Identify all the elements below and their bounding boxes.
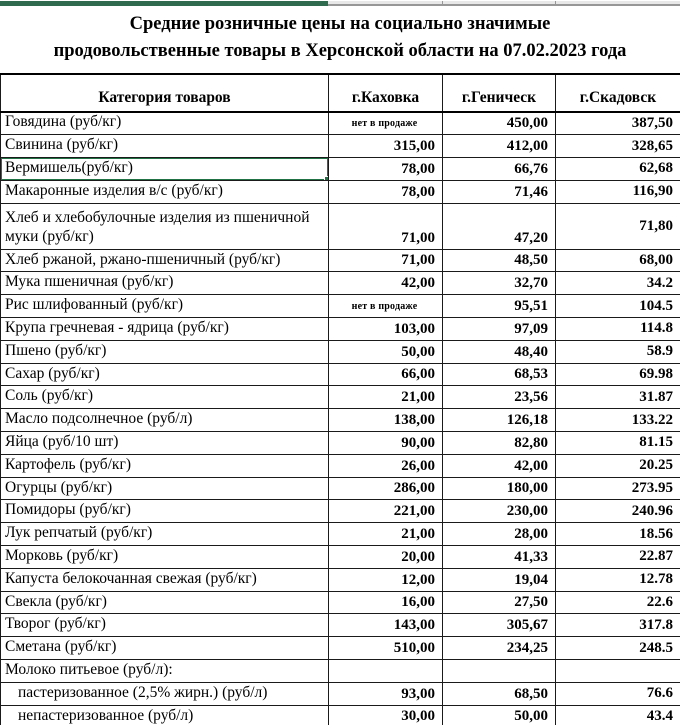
- price-cell[interactable]: 62,68: [556, 158, 680, 181]
- table-row: [1, 660, 680, 683]
- price-cell[interactable]: 248.5: [556, 637, 680, 660]
- price-cell[interactable]: 387,50: [556, 112, 680, 135]
- category-cell[interactable]: Помидоры (руб/кг): [1, 500, 329, 523]
- price-cell[interactable]: 50,00: [443, 705, 556, 725]
- table-row: [1, 591, 680, 614]
- price-cell[interactable]: 126,18: [443, 409, 556, 432]
- category-cell[interactable]: пастеризованное (2,5% жирн.) (руб/л): [1, 682, 329, 705]
- price-cell[interactable]: 133.22: [556, 409, 680, 432]
- price-cell[interactable]: 71,00: [329, 249, 443, 272]
- price-cell[interactable]: 82,80: [443, 432, 556, 455]
- title-line-2: продовольственные товары в Херсонской области на 07.02.2023 года: [53, 41, 627, 61]
- page-title: [0, 11, 680, 65]
- price-cell[interactable]: 20.25: [556, 454, 680, 477]
- price-cell[interactable]: 305,67: [443, 614, 556, 637]
- price-cell[interactable]: 48,50: [443, 249, 556, 272]
- price-cell[interactable]: 114.8: [556, 318, 680, 341]
- table-row: [1, 409, 680, 432]
- category-cell[interactable]: непастеризованное (руб/л): [1, 705, 329, 725]
- table-row: [1, 546, 680, 569]
- category-cell[interactable]: Сахар (руб/кг): [1, 363, 329, 386]
- price-cell[interactable]: 30,00: [329, 705, 443, 725]
- header-skadovsk[interactable]: г.Скадовск: [556, 74, 680, 112]
- price-cell[interactable]: 71,00: [329, 203, 443, 249]
- price-cell[interactable]: нет в продаже: [329, 112, 443, 135]
- category-cell[interactable]: Морковь (руб/кг): [1, 546, 329, 569]
- table-row: [1, 477, 680, 500]
- price-cell[interactable]: 58.9: [556, 340, 680, 363]
- price-cell[interactable]: 93,00: [329, 682, 443, 705]
- table-row: [1, 500, 680, 523]
- price-cell[interactable]: 42,00: [443, 454, 556, 477]
- price-cell[interactable]: нет в продаже: [329, 295, 443, 318]
- price-cell[interactable]: 21,00: [329, 523, 443, 546]
- price-cell[interactable]: 43.4: [556, 705, 680, 725]
- price-cell[interactable]: 68,00: [556, 249, 680, 272]
- table-row: [1, 432, 680, 455]
- price-cell[interactable]: 234,25: [443, 637, 556, 660]
- header-kakhovka[interactable]: г.Каховка: [329, 74, 443, 112]
- table-row: [1, 682, 680, 705]
- table-row: [1, 386, 680, 409]
- table-row: [1, 454, 680, 477]
- category-cell[interactable]: Яйца (руб/10 шт): [1, 432, 329, 455]
- price-cell[interactable]: 116,90: [556, 180, 680, 203]
- header-genichesk[interactable]: г.Геническ: [443, 74, 556, 112]
- price-cell[interactable]: 16,00: [329, 591, 443, 614]
- price-cell[interactable]: 69.98: [556, 363, 680, 386]
- table-row: [1, 203, 680, 249]
- table-row: [1, 249, 680, 272]
- price-cell[interactable]: 95,51: [443, 295, 556, 318]
- price-cell[interactable]: 240.96: [556, 500, 680, 523]
- price-cell[interactable]: 19,04: [443, 568, 556, 591]
- price-table: [0, 73, 680, 725]
- price-cell[interactable]: 22.87: [556, 546, 680, 569]
- column-a-header-highlight[interactable]: [0, 1, 328, 6]
- price-table-body: [1, 112, 680, 725]
- category-cell[interactable]: Говядина (руб/кг): [1, 112, 329, 135]
- price-cell[interactable]: 180,00: [443, 477, 556, 500]
- price-cell[interactable]: 22.6: [556, 591, 680, 614]
- table-row: [1, 568, 680, 591]
- category-cell-selected[interactable]: Вермишель(руб/кг): [1, 158, 329, 181]
- category-cell[interactable]: Макаронные изделия в/с (руб/кг): [1, 180, 329, 203]
- price-cell[interactable]: 48,40: [443, 340, 556, 363]
- category-cell[interactable]: Огурцы (руб/кг): [1, 477, 329, 500]
- price-cell[interactable]: 42,00: [329, 272, 443, 295]
- table-row: [1, 705, 680, 725]
- table-row: [1, 158, 680, 181]
- price-cell[interactable]: [443, 660, 556, 683]
- header-category[interactable]: Категория товаров: [1, 74, 329, 112]
- table-row: [1, 135, 680, 158]
- table-row: [1, 614, 680, 637]
- category-cell[interactable]: Хлеб и хлебобулочные изделия из пшеничной муки (руб/кг): [1, 203, 329, 249]
- table-row: [1, 272, 680, 295]
- price-cell[interactable]: [329, 660, 443, 683]
- price-cell[interactable]: 12,00: [329, 568, 443, 591]
- title-line-1: Средние розничные цены на социально значимые: [129, 14, 551, 34]
- category-cell[interactable]: Лук репчатый (руб/кг): [1, 523, 329, 546]
- category-cell[interactable]: Свинина (руб/кг): [1, 135, 329, 158]
- price-cell[interactable]: 143,00: [329, 614, 443, 637]
- price-cell[interactable]: 76.6: [556, 682, 680, 705]
- table-row: [1, 180, 680, 203]
- price-cell[interactable]: 18.56: [556, 523, 680, 546]
- table-row: [1, 295, 680, 318]
- price-cell[interactable]: 41,33: [443, 546, 556, 569]
- excel-column-headers-strip: [0, 0, 680, 7]
- column-separator: [442, 1, 443, 6]
- table-row: [1, 637, 680, 660]
- category-cell[interactable]: Капуста белокочанная свежая (руб/кг): [1, 568, 329, 591]
- category-cell[interactable]: Сметана (руб/кг): [1, 637, 329, 660]
- price-cell[interactable]: 315,00: [329, 135, 443, 158]
- price-cell[interactable]: 21,00: [329, 386, 443, 409]
- price-cell[interactable]: 12.78: [556, 568, 680, 591]
- category-cell[interactable]: Творог (руб/кг): [1, 614, 329, 637]
- price-cell[interactable]: 68,53: [443, 363, 556, 386]
- table-row: [1, 363, 680, 386]
- price-cell[interactable]: 412,00: [443, 135, 556, 158]
- price-cell[interactable]: 97,09: [443, 318, 556, 341]
- price-cell[interactable]: 68,50: [443, 682, 556, 705]
- category-cell[interactable]: Масло подсолнечное (руб/л): [1, 409, 329, 432]
- price-cell[interactable]: 328,65: [556, 135, 680, 158]
- price-cell[interactable]: 34.2: [556, 272, 680, 295]
- price-cell[interactable]: 47,20: [443, 203, 556, 249]
- category-cell[interactable]: Молоко питьевое (руб/л):: [1, 660, 329, 683]
- price-cell[interactable]: 28,00: [443, 523, 556, 546]
- price-cell[interactable]: 66,00: [329, 363, 443, 386]
- price-cell[interactable]: 20,00: [329, 546, 443, 569]
- category-cell[interactable]: Хлеб ржаной, ржано-пшеничный (руб/кг): [1, 249, 329, 272]
- price-cell[interactable]: 317.8: [556, 614, 680, 637]
- price-cell[interactable]: 32,70: [443, 272, 556, 295]
- price-cell[interactable]: 286,00: [329, 477, 443, 500]
- column-headers-remainder[interactable]: [328, 1, 680, 6]
- price-cell[interactable]: 81.15: [556, 432, 680, 455]
- price-cell[interactable]: 78,00: [329, 180, 443, 203]
- price-cell[interactable]: 230,00: [443, 500, 556, 523]
- price-cell[interactable]: 138,00: [329, 409, 443, 432]
- price-cell[interactable]: 78,00: [329, 158, 443, 181]
- table-row: [1, 112, 680, 135]
- category-cell[interactable]: Соль (руб/кг): [1, 386, 329, 409]
- price-cell[interactable]: 27,50: [443, 591, 556, 614]
- category-cell[interactable]: Рис шлифованный (руб/кг): [1, 295, 329, 318]
- table-row: [1, 340, 680, 363]
- price-cell[interactable]: 50,00: [329, 340, 443, 363]
- table-row: [1, 318, 680, 341]
- price-cell[interactable]: 66,76: [443, 158, 556, 181]
- price-cell[interactable]: 26,00: [329, 454, 443, 477]
- price-cell[interactable]: 510,00: [329, 637, 443, 660]
- category-cell[interactable]: Картофель (руб/кг): [1, 454, 329, 477]
- category-cell[interactable]: Крупа гречневая - ядрица (руб/кг): [1, 318, 329, 341]
- price-cell[interactable]: 103,00: [329, 318, 443, 341]
- column-separator: [555, 1, 556, 6]
- price-cell[interactable]: 450,00: [443, 112, 556, 135]
- price-cell[interactable]: 221,00: [329, 500, 443, 523]
- price-cell[interactable]: 90,00: [329, 432, 443, 455]
- price-cell[interactable]: 273.95: [556, 477, 680, 500]
- header-row: [1, 74, 680, 112]
- price-cell[interactable]: 71,46: [443, 180, 556, 203]
- price-cell[interactable]: 104.5: [556, 295, 680, 318]
- price-cell[interactable]: 23,56: [443, 386, 556, 409]
- price-cell[interactable]: 31.87: [556, 386, 680, 409]
- category-cell[interactable]: Свекла (руб/кг): [1, 591, 329, 614]
- price-cell[interactable]: 71,80: [556, 203, 680, 249]
- category-cell[interactable]: Пшено (руб/кг): [1, 340, 329, 363]
- price-cell[interactable]: [556, 660, 680, 683]
- category-cell[interactable]: Мука пшеничная (руб/кг): [1, 272, 329, 295]
- table-row: [1, 523, 680, 546]
